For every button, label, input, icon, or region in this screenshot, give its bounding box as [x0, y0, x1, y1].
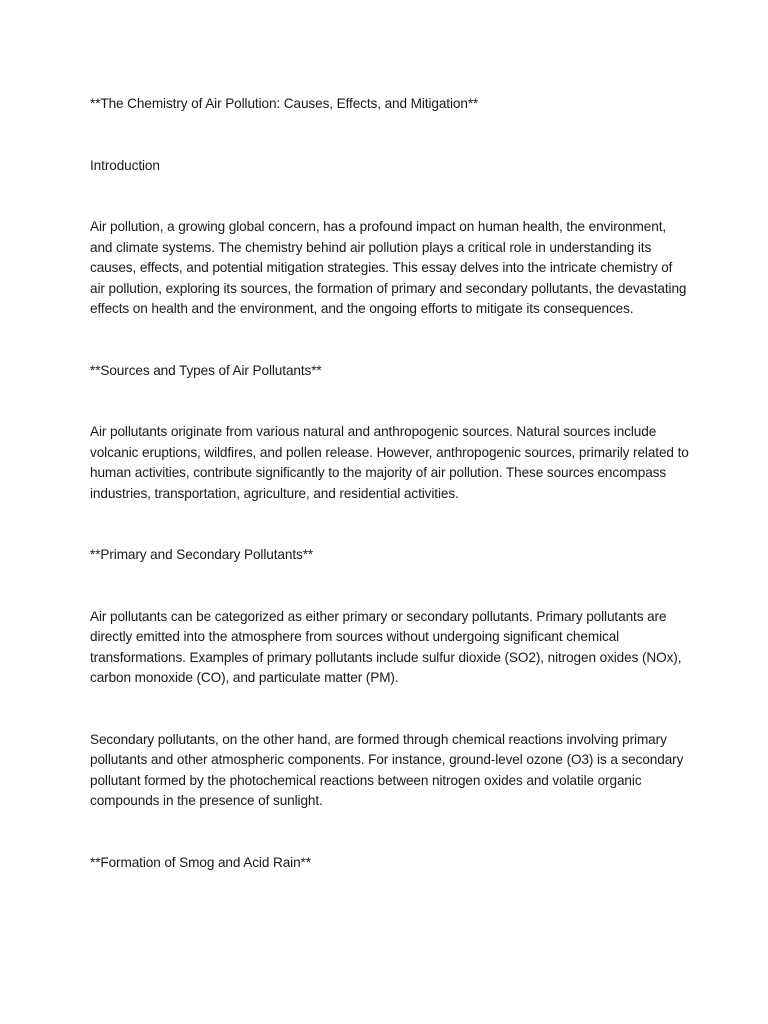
document-body: [90, 94, 690, 914]
primary-secondary-heading: **Primary and Secondary Pollutants**: [90, 547, 314, 562]
secondary-pollutants-paragraph: Secondary pollutants, on the other hand, are formed through chemical reactions involving primary pollutants and other atmospheric components. For instance, ground-level ozone (O3) is a secondary pollutant formed by the photochemical reactions between nitrogen oxides and volatile organic compounds in the presence of sunlight.: [90, 731, 684, 808]
document-title: **The Chemistry of Air Pollution: Causes, Effects, and Mitigation**: [90, 96, 479, 111]
introduction-paragraph: Air pollution, a growing global concern, has a profound impact on human health, the environment, and climate systems. The chemistry behind air pollution plays a critical role in understanding its causes, effects, and potential mitigation strategies. This essay delves into the intricate chemistry of air pollution, exploring its sources, the formation of primary and secondary pollutants, the devastating effects on health and the environment, and the ongoing efforts to mitigate its consequences.: [90, 219, 687, 316]
sources-heading: **Sources and Types of Air Pollutants**: [90, 362, 322, 378]
primary-pollutants-paragraph: Air pollutants can be categorized as either primary or secondary pollutants. Primary pollutants are directly emitted into the atmosphere from sources without undergoing significant chemical transformations. Examples of primary pollutants include sulfur dioxide (SO2), nitrogen oxides (NOx), carbon monoxide (CO), and particulate matter (PM).: [90, 608, 682, 685]
introduction-heading: Introduction: [90, 157, 160, 173]
sources-paragraph: Air pollutants originate from various natural and anthropogenic sources. Natural sources include volcanic eruptions, wildfires, and pollen release. However, anthropogenic sources, primarily related to human activities, contribute significantly to the majority of air pollution. These sources encompass industries, transportation, agriculture, and residential activities.: [90, 424, 689, 501]
smog-acid-rain-heading: **Formation of Smog and Acid Rain**: [90, 854, 311, 870]
